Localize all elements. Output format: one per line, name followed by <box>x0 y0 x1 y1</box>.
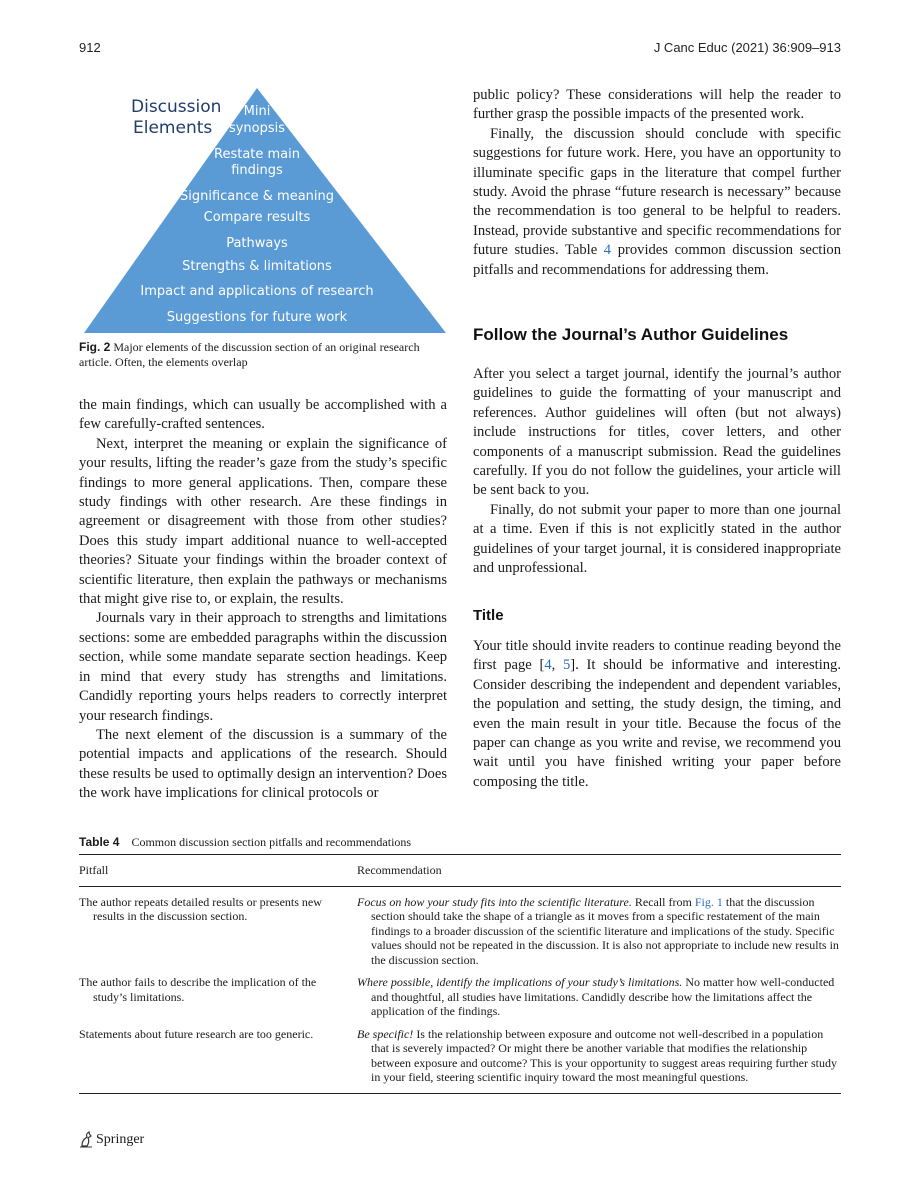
running-header: J Canc Educ (2021) 36:909–913 <box>653 40 841 55</box>
ref-4-link[interactable]: 4 <box>544 657 552 674</box>
table4-caption <box>79 835 411 850</box>
section-heading-guidelines: Follow the Journal’s Author Guidelines <box>473 325 789 344</box>
ref-5-link[interactable]: 5 <box>562 657 571 674</box>
left-paragraph-3: Journals vary in their approach to strengths and limitations sections: some are embedded paragraphs within the discussion section, while some mandate separate section headings. Keep in mind that every study has strengths and limitations. Candidly reporting yours helps readers to correctly interpret your research findings. <box>79 610 447 724</box>
figure-caption <box>79 340 447 370</box>
right-paragraph-2-text-a: Finally, the discussion should conclude with specific suggestions for future work. Here, you have an opportunity to illuminate specific gaps in the literature that compel further study. Avoid the phrase “future research is necessary” because the recommendation is too general to be helpful to readers. Instead, provide substantive and specific recommendations for future studies. Table <box>473 125 841 259</box>
right-paragraph-4: Finally, do not submit your paper to more than one journal at a time. Even if this is not explicitly stated in the author guidelines of your target journal, it is considered inappropriate and unprofessional. <box>473 501 841 577</box>
level-findings: findings <box>231 163 283 178</box>
recommendation-text-a: Recall from <box>631 894 695 909</box>
table-row <box>79 975 841 1027</box>
figure-title-line2: Elements <box>133 118 213 138</box>
recommendation-text-b: that the discussion section should take the shape of a triangle as it moves from a specific restatement of the main findings to a broader discussion of the scientific literature and implications of the study. Specific values should not be repeated in the discussion. It is also not appropriate to include new results in the discussion section. <box>371 894 839 967</box>
table4-label: Table 4 <box>79 835 120 849</box>
recommendation-text-a: No matter how well-conducted and thoughtful, all studies have limitations. Candidly describe how the limitations affect the application of the findings. <box>371 975 835 1018</box>
pitfall-cell: Statements about future research are too generic. <box>79 1026 314 1041</box>
springer-horse-icon <box>79 1131 93 1148</box>
table4-bottom-rule <box>79 1093 841 1094</box>
recommendation-cell <box>357 975 841 1019</box>
recommendation-text-a: Is the relationship between exposure and outcome not well-described in a population that is severely impacted? Or might there be another variable that modifies the relationship between exposure and outcome? This is your opportunity to suggest areas requiring further study in your field, steering scientific inquiry toward the most meaningful questions. <box>371 1026 838 1084</box>
table4-link[interactable]: 4 <box>603 242 612 259</box>
fig1-link[interactable]: Fig. 1 <box>694 894 723 909</box>
level-strengths-limitations: Strengths & limitations <box>182 259 332 274</box>
recommendation-cell <box>357 895 841 968</box>
recommendation-italic: Be specific! <box>357 1026 414 1041</box>
figure-caption-label: Fig. 2 <box>79 340 111 354</box>
right-column-guidelines <box>473 365 841 578</box>
right-column-title <box>473 637 841 792</box>
right-paragraph-3: After you select a target journal, identify the journal’s author guidelines to guide the formatting of your manuscript and references. Author guidelines will often (but not always) include instructions for titles, cover letters, and other components of a manuscript submission. Read the guidelines carefully. If you do not follow the guidelines, your article will be sent back to you. <box>473 366 841 499</box>
pitfall-cell: The author fails to describe the implication of the study’s limitations. <box>79 975 317 1004</box>
publisher-name: Springer <box>96 1131 145 1147</box>
right-paragraph-2 <box>473 125 841 280</box>
figure-title-line1: Discussion <box>131 97 222 117</box>
pitfall-cell: The author repeats detailed results or presents new results in the discussion section. <box>79 894 322 923</box>
recommendation-italic: Focus on how your study fits into the scientific literature. <box>357 894 632 909</box>
figure-caption-text: Major elements of the discussion section of an original research article. Often, the elements overlap <box>79 340 420 369</box>
discussion-elements-figure <box>79 88 449 334</box>
recommendation-italic: Where possible, identify the implications of your study’s limitations. <box>357 975 683 989</box>
right-paragraph-2-text-b: provides common discussion section pitfalls and recommendations for addressing them. <box>473 242 841 278</box>
table4 <box>79 854 841 1094</box>
level-future-work: Suggestions for future work <box>166 310 348 325</box>
right-paragraph-1: public policy? These considerations will help the reader to further grasp the possible impacts of the presented work. <box>473 87 841 123</box>
page-number: 912 <box>79 40 101 55</box>
level-synopsis: synopsis <box>228 121 286 136</box>
right-paragraph-5 <box>473 637 841 792</box>
recommendation-cell <box>357 1027 841 1085</box>
section-heading-title: Title <box>473 607 504 624</box>
ref-separator: , <box>551 657 563 674</box>
level-restate-main: Restate main <box>214 147 300 162</box>
publisher-footer <box>79 1131 144 1148</box>
table4-header-row <box>79 855 841 886</box>
level-pathways: Pathways <box>226 236 288 251</box>
table4-col-pitfall: Pitfall <box>79 863 109 877</box>
table4-header-rule <box>79 886 841 887</box>
table4-caption-text: Common discussion section pitfalls and recommendations <box>131 835 412 849</box>
table-row <box>79 1027 841 1093</box>
level-compare-results: Compare results <box>203 210 311 225</box>
left-paragraph-1: the main findings, which can usually be accomplished with a few carefully-crafted sentences. <box>79 397 447 433</box>
level-impact-applications: Impact and applications of research <box>140 284 374 299</box>
right-paragraph-5-text-b: ]. It should be informative and interesting. Consider describing the independent and dependent variables, the population and setting, the study design, the timing, and even the main result in your title. Because the focus of the paper can change as you write and revise, we recommend you wait until you have finished writing your paper before composing the title. <box>473 657 842 790</box>
table4-col-recommendation: Recommendation <box>357 863 442 877</box>
table-row <box>79 895 841 976</box>
left-paragraph-4: The next element of the discussion is a summary of the potential impacts and applications of the research. Should these results be used to optimally design an intervention? Does the work have implications for clinical protocols or <box>79 726 447 802</box>
level-mini: Mini <box>243 104 271 119</box>
left-column <box>79 396 447 804</box>
level-significance: Significance & meaning <box>179 189 335 204</box>
left-paragraph-2: Next, interpret the meaning or explain the significance of your results, lifting the reader’s gaze from the study’s specific findings to more general applications. Then, compare these study findings with other research. Are these findings in agreement or disagreement with those from other studies? Does this study impart additional nuance to well-accepted theories? Situate your findings within the broader context of scientific literature, then explain the pathways or mechanisms that might give rise to, or explain, the results. <box>79 435 447 608</box>
right-paragraph-5-text-a: Your title should invite readers to continue reading beyond the first page [ <box>473 638 841 674</box>
right-column-top <box>473 86 841 280</box>
